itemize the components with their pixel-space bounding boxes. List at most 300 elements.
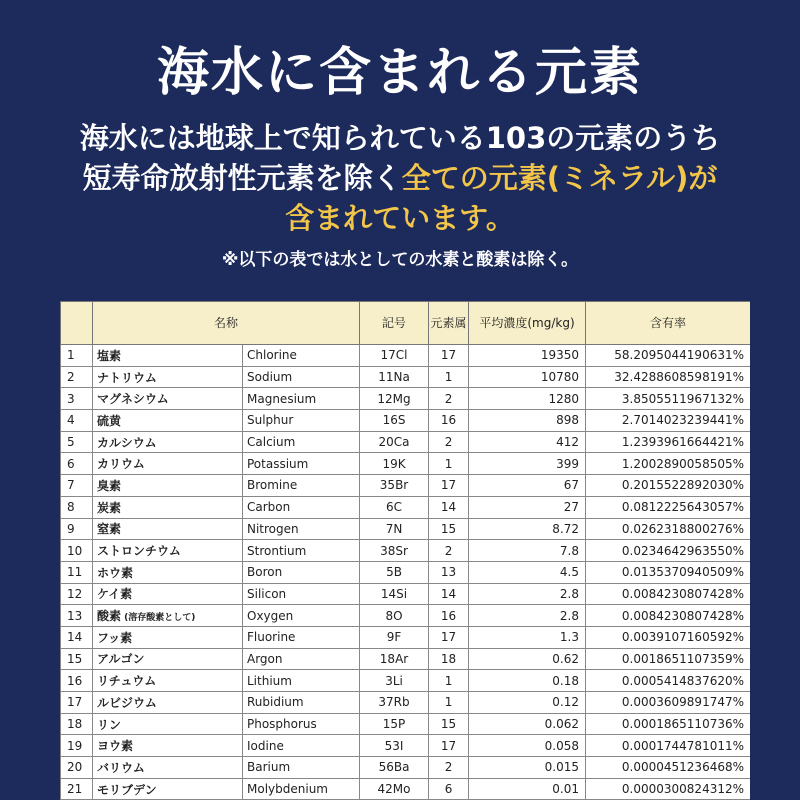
- header-no: [61, 302, 93, 345]
- table-row: [61, 366, 751, 388]
- name-ja-text: 臭素: [97, 478, 122, 493]
- name-en-text: Sulphur: [247, 413, 294, 428]
- row-number-text: 9: [67, 521, 75, 536]
- header-symbol: 記号: [360, 302, 429, 345]
- symbol-text: 11Na: [378, 370, 410, 385]
- symbol-text: 14Si: [380, 586, 408, 601]
- concentration-text: 1.3: [559, 630, 580, 645]
- name-en-text: Strontium: [247, 543, 307, 558]
- cell-name-en: [243, 388, 360, 410]
- cell-symbol: [360, 540, 429, 562]
- concentration-text: 19350: [540, 348, 580, 363]
- cell-row-number: [61, 410, 93, 432]
- name-ja-text: ルビジウム: [97, 695, 157, 710]
- cell-row-number: [61, 475, 93, 497]
- cell-name-en: [243, 561, 360, 583]
- name-ja-text: アルゴン: [97, 652, 145, 667]
- row-number-text: 16: [67, 673, 83, 688]
- cell-row-number: [61, 778, 93, 800]
- cell-name-ja: [93, 735, 243, 757]
- row-number-text: 18: [67, 717, 83, 732]
- cell-name-ja: [93, 431, 243, 453]
- group-text: 17: [440, 738, 457, 753]
- cell-group: [429, 648, 469, 670]
- cell-row-number: [61, 453, 93, 475]
- cell-name-en: [243, 583, 360, 605]
- rate-text: 0.0000451236468%: [621, 760, 745, 775]
- concentration-text: 898: [556, 413, 580, 428]
- row-number-text: 21: [67, 782, 83, 797]
- rate-text: 0.0003609891747%: [621, 695, 745, 710]
- cell-rate: [586, 605, 750, 627]
- cell-name-en: [243, 518, 360, 540]
- cell-rate: [586, 366, 750, 388]
- group-text: 2: [444, 435, 453, 450]
- cell-rate: [586, 475, 750, 497]
- name-ja-text: リチュウム: [97, 674, 157, 689]
- name-en-text: Fluorine: [247, 630, 296, 645]
- cell-group: [429, 475, 469, 497]
- row-number-text: 15: [67, 651, 83, 666]
- cell-symbol: [360, 605, 429, 627]
- cell-rate: [586, 431, 750, 453]
- cell-rate: [586, 388, 750, 410]
- rate-text: 0.0001865110736%: [621, 717, 745, 732]
- group-text: 16: [440, 608, 457, 623]
- concentration-text: 0.62: [552, 651, 580, 666]
- cell-name-ja: [93, 757, 243, 779]
- cell-concentration: [469, 475, 586, 497]
- cell-name-ja: [93, 692, 243, 714]
- header-group: 元素属: [429, 302, 469, 345]
- group-text: 18: [440, 651, 457, 666]
- symbol-text: 56Ba: [378, 760, 410, 775]
- cell-symbol: [360, 410, 429, 432]
- cell-row-number: [61, 692, 93, 714]
- lead-line-2-a: 短寿命放射性元素を除く: [82, 161, 402, 195]
- cell-rate: [586, 410, 750, 432]
- rate-text: 32.4288608598191%: [614, 370, 745, 385]
- cell-name-ja: [93, 453, 243, 475]
- symbol-text: 7N: [385, 521, 403, 536]
- name-en-text: Carbon: [247, 500, 291, 515]
- cell-group: [429, 670, 469, 692]
- cell-rate: [586, 735, 750, 757]
- name-ja-text: ナトリウム: [97, 370, 157, 385]
- cell-concentration: [469, 583, 586, 605]
- cell-name-en: [243, 345, 360, 367]
- cell-concentration: [469, 757, 586, 779]
- rate-text: 1.2393961664421%: [621, 435, 745, 450]
- rate-text: 1.2002890058505%: [621, 456, 745, 471]
- table-row: [61, 388, 751, 410]
- cell-name-ja: [93, 345, 243, 367]
- cell-name-en: [243, 670, 360, 692]
- cell-concentration: [469, 648, 586, 670]
- cell-concentration: [469, 713, 586, 735]
- group-text: 17: [440, 348, 457, 363]
- cell-rate: [586, 583, 750, 605]
- cell-concentration: [469, 345, 586, 367]
- cell-group: [429, 692, 469, 714]
- concentration-text: 0.01: [552, 782, 580, 797]
- cell-symbol: [360, 778, 429, 800]
- cell-symbol: [360, 366, 429, 388]
- cell-concentration: [469, 735, 586, 757]
- lead-line-1: 海水には地球上で知られている103の元素のうち: [79, 121, 721, 155]
- symbol-text: 5B: [386, 565, 402, 580]
- concentration-text: 27: [563, 500, 580, 515]
- cell-rate: [586, 648, 750, 670]
- table-row: [61, 778, 751, 800]
- cell-symbol: [360, 345, 429, 367]
- table-row: [61, 475, 751, 497]
- cell-symbol: [360, 496, 429, 518]
- cell-symbol: [360, 518, 429, 540]
- cell-rate: [586, 713, 750, 735]
- group-text: 2: [444, 391, 453, 406]
- name-en-text: Iodine: [247, 738, 284, 753]
- name-ja-text: モリブデン: [97, 782, 157, 797]
- cell-concentration: [469, 670, 586, 692]
- group-text: 14: [440, 500, 457, 515]
- name-en-text: Silicon: [247, 586, 287, 601]
- name-ja-text: ホウ素: [97, 565, 134, 580]
- row-number-text: 10: [67, 543, 83, 558]
- rate-text: 0.0812225643057%: [621, 500, 745, 515]
- row-number-text: 14: [67, 630, 83, 645]
- concentration-text: 1280: [548, 391, 580, 406]
- cell-name-en: [243, 475, 360, 497]
- rate-text: 0.0000300824312%: [621, 782, 745, 797]
- lead-text: [0, 118, 800, 238]
- cell-group: [429, 431, 469, 453]
- cell-symbol: [360, 692, 429, 714]
- symbol-text: 17Cl: [380, 348, 408, 363]
- row-number-text: 7: [67, 478, 75, 493]
- symbol-text: 6C: [386, 500, 403, 515]
- cell-name-ja: [93, 778, 243, 800]
- name-en-text: Bromine: [247, 478, 298, 493]
- rate-text: 0.0084230807428%: [621, 608, 745, 623]
- cell-name-ja: [93, 561, 243, 583]
- cell-row-number: [61, 583, 93, 605]
- name-ja-text: リン: [97, 717, 122, 732]
- cell-symbol: [360, 388, 429, 410]
- symbol-text: 15P: [382, 717, 406, 732]
- row-number-text: 13: [67, 608, 83, 623]
- cell-concentration: [469, 431, 586, 453]
- row-number-text: 12: [67, 586, 83, 601]
- header-name: 名称: [93, 302, 360, 345]
- cell-rate: [586, 561, 750, 583]
- group-text: 2: [444, 760, 453, 775]
- cell-name-en: [243, 648, 360, 670]
- symbol-text: 3Li: [385, 673, 403, 688]
- table-row: [61, 518, 751, 540]
- cell-name-ja: [93, 388, 243, 410]
- rate-text: 0.0262318800276%: [621, 521, 745, 536]
- cell-rate: [586, 626, 750, 648]
- cell-row-number: [61, 648, 93, 670]
- name-ja-text: ヨウ素: [97, 739, 134, 754]
- table-row: [61, 648, 751, 670]
- cell-rate: [586, 757, 750, 779]
- table-row: [61, 561, 751, 583]
- table-row: [61, 757, 751, 779]
- name-en-text: Boron: [247, 565, 283, 580]
- symbol-text: 35Br: [379, 478, 409, 493]
- cell-row-number: [61, 366, 93, 388]
- name-ja-text: カリウム: [97, 457, 145, 472]
- cell-rate: [586, 496, 750, 518]
- cell-group: [429, 518, 469, 540]
- name-en-text: Molybdenium: [247, 782, 328, 797]
- cell-concentration: [469, 453, 586, 475]
- row-number-text: 19: [67, 738, 83, 753]
- cell-concentration: [469, 496, 586, 518]
- symbol-text: 16S: [382, 413, 406, 428]
- cell-name-en: [243, 757, 360, 779]
- concentration-text: 2.8: [559, 586, 580, 601]
- group-text: 16: [440, 413, 457, 428]
- cell-rate: [586, 670, 750, 692]
- name-ja-text: 窒素: [97, 522, 122, 537]
- rate-text: 2.7014023239441%: [621, 413, 745, 428]
- row-number-text: 1: [67, 348, 75, 363]
- name-ja-text: 酸素: [97, 609, 122, 624]
- name-en-text: Lithium: [247, 673, 292, 688]
- cell-name-ja: [93, 366, 243, 388]
- cell-row-number: [61, 518, 93, 540]
- name-en-text: Nitrogen: [247, 521, 299, 536]
- group-text: 2: [444, 543, 453, 558]
- name-en-text: Calcium: [247, 435, 296, 450]
- cell-name-ja: [93, 605, 243, 627]
- cell-group: [429, 713, 469, 735]
- rate-text: 0.2015522892030%: [621, 478, 745, 493]
- concentration-text: 10780: [540, 370, 580, 385]
- group-text: 1: [444, 673, 453, 688]
- cell-rate: [586, 453, 750, 475]
- cell-concentration: [469, 518, 586, 540]
- cell-group: [429, 496, 469, 518]
- group-text: 17: [440, 478, 457, 493]
- cell-name-en: [243, 713, 360, 735]
- symbol-text: 18Ar: [379, 651, 409, 666]
- rate-text: 0.0018651107359%: [621, 651, 745, 666]
- name-ja-text: バリウム: [97, 760, 145, 775]
- cell-symbol: [360, 626, 429, 648]
- cell-name-ja: [93, 410, 243, 432]
- row-number-text: 20: [67, 760, 83, 775]
- name-en-text: Potassium: [247, 456, 309, 471]
- row-number-text: 11: [67, 565, 83, 580]
- row-number-text: 5: [67, 435, 75, 450]
- concentration-text: 4.5: [559, 565, 580, 580]
- name-en-text: Magnesium: [247, 391, 317, 406]
- row-number-text: 4: [67, 413, 75, 428]
- cell-group: [429, 735, 469, 757]
- concentration-text: 7.8: [559, 543, 580, 558]
- table-row: [61, 605, 751, 627]
- cell-name-en: [243, 692, 360, 714]
- name-en-text: Barium: [247, 760, 291, 775]
- symbol-text: 53I: [384, 738, 404, 753]
- name-ja-text: 炭素: [97, 500, 122, 515]
- concentration-text: 67: [563, 478, 580, 493]
- rate-text: 3.8505511967132%: [621, 391, 745, 406]
- concentration-text: 0.18: [552, 673, 580, 688]
- cell-symbol: [360, 475, 429, 497]
- cell-group: [429, 605, 469, 627]
- cell-row-number: [61, 626, 93, 648]
- rate-text: 58.2095044190631%: [614, 348, 745, 363]
- cell-symbol: [360, 648, 429, 670]
- table-row: [61, 713, 751, 735]
- row-number-text: 2: [67, 370, 75, 385]
- cell-group: [429, 583, 469, 605]
- row-number-text: 6: [67, 456, 75, 471]
- cell-group: [429, 561, 469, 583]
- cell-row-number: [61, 561, 93, 583]
- cell-row-number: [61, 757, 93, 779]
- lead-highlight: 全ての元素(ミネラル)が: [401, 161, 718, 195]
- concentration-text: 0.058: [544, 738, 580, 753]
- cell-concentration: [469, 692, 586, 714]
- cell-concentration: [469, 778, 586, 800]
- symbol-text: 8O: [385, 608, 403, 623]
- cell-row-number: [61, 540, 93, 562]
- rate-text: 0.0039107160592%: [621, 630, 745, 645]
- cell-rate: [586, 692, 750, 714]
- concentration-text: 412: [556, 435, 580, 450]
- cell-row-number: [61, 670, 93, 692]
- cell-name-ja: [93, 713, 243, 735]
- cell-name-en: [243, 540, 360, 562]
- name-en-text: Argon: [247, 651, 283, 666]
- cell-symbol: [360, 670, 429, 692]
- concentration-text: 0.12: [552, 695, 580, 710]
- rate-text: 0.0005414837620%: [621, 673, 745, 688]
- name-en-text: Chlorine: [247, 348, 297, 363]
- table-row: [61, 583, 751, 605]
- cell-name-en: [243, 453, 360, 475]
- cell-name-ja: [93, 583, 243, 605]
- cell-name-en: [243, 410, 360, 432]
- group-text: 6: [444, 782, 453, 797]
- group-text: 1: [444, 370, 453, 385]
- cell-symbol: [360, 757, 429, 779]
- row-number-text: 8: [67, 500, 75, 515]
- name-ja-text: 塩素: [97, 348, 122, 363]
- cell-name-ja: [93, 648, 243, 670]
- cell-group: [429, 626, 469, 648]
- cell-group: [429, 757, 469, 779]
- symbol-text: 9F: [386, 630, 402, 645]
- cell-symbol: [360, 735, 429, 757]
- group-text: 13: [440, 565, 457, 580]
- cell-name-en: [243, 626, 360, 648]
- cell-name-en: [243, 431, 360, 453]
- concentration-text: 0.015: [544, 760, 580, 775]
- table-row: [61, 496, 751, 518]
- name-ja-text: ケイ素: [97, 587, 133, 602]
- name-ja-text: カルシウム: [97, 435, 157, 450]
- concentration-text: 399: [556, 456, 580, 471]
- header-rate: 含有率: [586, 302, 750, 345]
- element-table: [60, 301, 750, 800]
- row-number-text: 17: [67, 695, 83, 710]
- rate-text: 0.0084230807428%: [621, 586, 745, 601]
- group-text: 1: [444, 695, 453, 710]
- cell-name-ja: [93, 475, 243, 497]
- cell-name-en: [243, 366, 360, 388]
- cell-symbol: [360, 583, 429, 605]
- name-ja-text: マグネシウム: [97, 392, 169, 407]
- name-en-text: Phosphorus: [247, 717, 317, 732]
- element-table-container: [60, 301, 750, 800]
- cell-concentration: [469, 388, 586, 410]
- cell-rate: [586, 518, 750, 540]
- cell-symbol: [360, 431, 429, 453]
- cell-group: [429, 345, 469, 367]
- name-ja-text: フッ素: [97, 630, 133, 645]
- cell-concentration: [469, 561, 586, 583]
- cell-name-en: [243, 735, 360, 757]
- cell-row-number: [61, 735, 93, 757]
- symbol-text: 42Mo: [377, 782, 411, 797]
- symbol-text: 19K: [382, 456, 406, 471]
- cell-group: [429, 778, 469, 800]
- table-row: [61, 692, 751, 714]
- rate-text: 0.0001744781011%: [621, 738, 745, 753]
- cell-group: [429, 388, 469, 410]
- cell-group: [429, 410, 469, 432]
- rate-text: 0.0135370940509%: [621, 565, 745, 580]
- cell-group: [429, 540, 469, 562]
- cell-symbol: [360, 561, 429, 583]
- group-text: 14: [440, 586, 457, 601]
- cell-group: [429, 366, 469, 388]
- cell-name-ja: [93, 540, 243, 562]
- group-text: 17: [440, 630, 457, 645]
- table-row: [61, 735, 751, 757]
- table-note: ※以下の表では水としての水素と酸素は除く。: [221, 250, 579, 270]
- group-text: 15: [440, 521, 457, 536]
- cell-name-ja: [93, 518, 243, 540]
- header-concentration: 平均濃度(mg/kg): [469, 302, 586, 345]
- symbol-text: 12Mg: [377, 391, 411, 406]
- cell-row-number: [61, 431, 93, 453]
- concentration-text: 0.062: [544, 717, 580, 732]
- table-row: [61, 670, 751, 692]
- name-en-text: Sodium: [247, 370, 293, 385]
- concentration-text: 8.72: [552, 521, 580, 536]
- cell-name-ja: [93, 670, 243, 692]
- table-row: [61, 410, 751, 432]
- table-row: [61, 453, 751, 475]
- cell-concentration: [469, 540, 586, 562]
- cell-rate: [586, 345, 750, 367]
- cell-concentration: [469, 605, 586, 627]
- name-en-text: Oxygen: [247, 608, 294, 623]
- symbol-text: 37Rb: [378, 695, 410, 710]
- cell-row-number: [61, 388, 93, 410]
- name-en-text: Rubidium: [247, 695, 304, 710]
- group-text: 15: [440, 717, 457, 732]
- symbol-text: 20Ca: [378, 435, 410, 450]
